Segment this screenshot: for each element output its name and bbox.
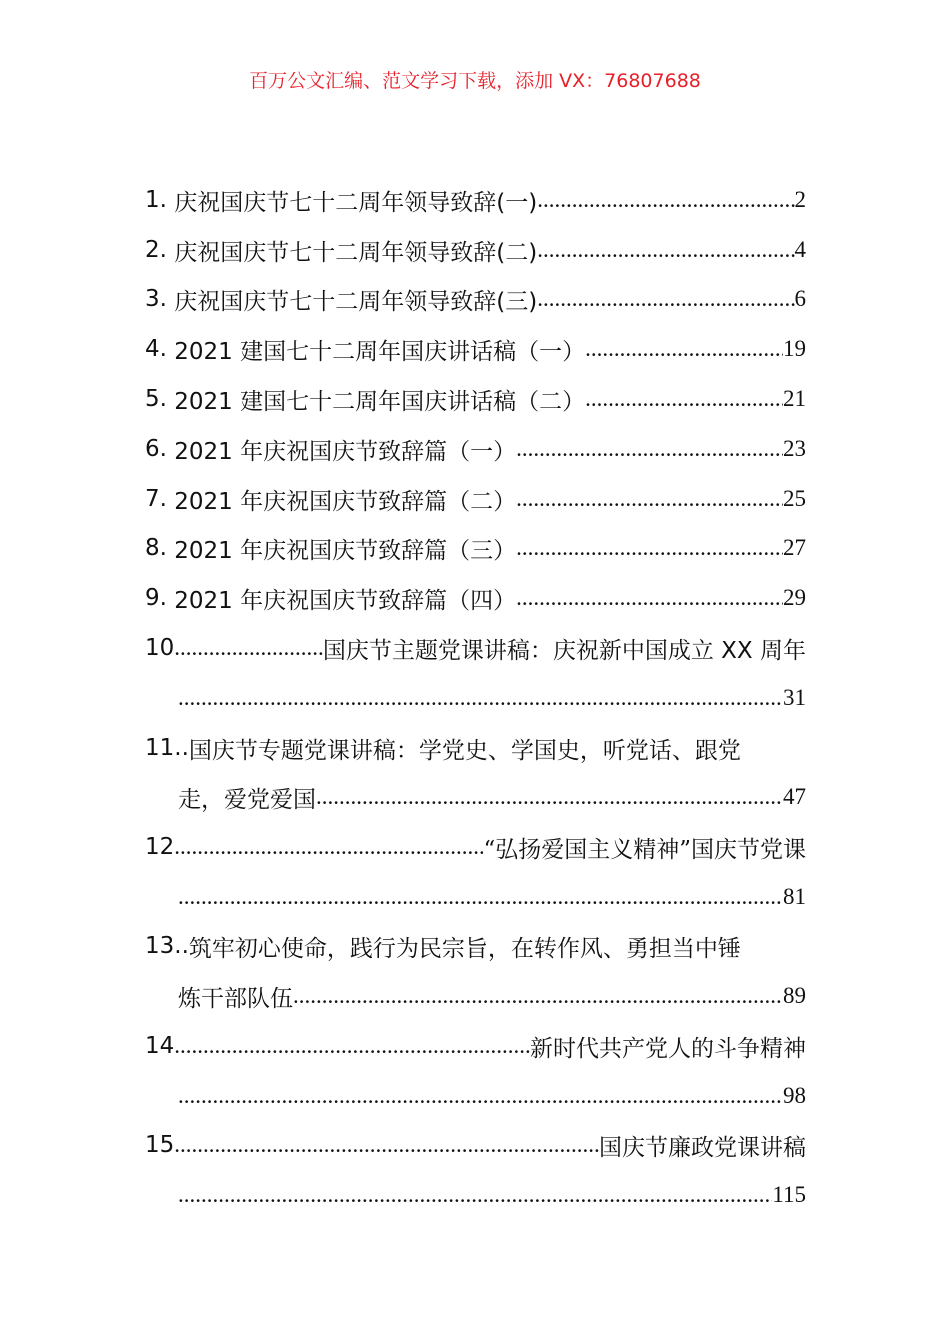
dot-leader	[293, 983, 783, 1009]
dot-leader	[516, 535, 783, 561]
toc-item[interactable]	[145, 424, 806, 474]
toc-item-continuation[interactable]	[178, 971, 806, 1021]
toc-page: 98	[783, 1083, 806, 1108]
toc-number: 10	[145, 635, 175, 661]
toc-title-continued: 炼干部队伍	[178, 985, 293, 1012]
toc-item[interactable]	[145, 175, 806, 225]
toc-number: 9.	[145, 585, 167, 611]
toc-title: 2021 建国七十二周年国庆讲话稿（二）	[174, 388, 586, 415]
dot-leader	[585, 386, 783, 412]
toc-title: 庆祝国庆节七十二周年领导致辞(三)	[174, 288, 538, 315]
toc-title: “弘扬爱国主义精神”国庆节党课	[483, 836, 806, 863]
toc-number: 1.	[145, 187, 167, 213]
toc-item[interactable]	[145, 324, 806, 374]
toc-page: 47	[783, 784, 806, 809]
dot-leader	[178, 1182, 772, 1208]
dot-leader	[178, 1083, 783, 1109]
toc-page: 89	[783, 983, 806, 1008]
toc-item[interactable]	[145, 523, 806, 573]
toc-title: 庆祝国庆节七十二周年领导致辞(一)	[174, 189, 538, 216]
toc-title-continued: 走，爱党爱国	[178, 786, 316, 813]
dot-leader	[174, 834, 483, 860]
toc-number: 11..	[145, 735, 189, 761]
toc-title: 国庆节专题党课讲稿：学党史、学国史，听党话、跟党	[188, 737, 741, 764]
toc-number: 2.	[145, 237, 167, 263]
toc-item[interactable]	[145, 921, 806, 971]
toc-item-continuation[interactable]	[178, 673, 806, 723]
dot-leader	[516, 436, 783, 462]
dot-leader	[174, 1033, 530, 1059]
toc-title: 2021 年庆祝国庆节致辞篇（一）	[174, 438, 517, 465]
toc-page: 21	[783, 386, 806, 411]
toc-page: 19	[783, 336, 806, 361]
toc-number: 4.	[145, 336, 167, 362]
toc-item-continuation[interactable]	[178, 1071, 806, 1121]
toc-item[interactable]	[145, 474, 806, 524]
toc-number: 14	[145, 1033, 175, 1059]
toc-number: 5.	[145, 386, 167, 412]
toc-item[interactable]	[145, 225, 806, 275]
dot-leader	[174, 635, 323, 661]
toc-item-continuation[interactable]	[178, 772, 806, 822]
toc-page: 31	[783, 685, 806, 710]
toc-title: 国庆节廉政党课讲稿	[599, 1134, 806, 1161]
toc-item-continuation[interactable]	[178, 1170, 806, 1220]
toc-page: 2	[794, 187, 806, 212]
toc-item[interactable]	[145, 573, 806, 623]
toc-title: 2021 建国七十二周年国庆讲话稿（一）	[174, 338, 586, 365]
toc-item[interactable]	[145, 374, 806, 424]
toc-page: 27	[783, 535, 806, 560]
dot-leader	[316, 784, 783, 810]
toc-number: 6.	[145, 436, 167, 462]
toc-number: 8.	[145, 535, 167, 561]
toc-number: 12	[145, 834, 175, 860]
dot-leader	[537, 237, 794, 263]
dot-leader	[537, 187, 794, 213]
dot-leader	[178, 685, 783, 711]
toc-page: 6	[794, 286, 806, 311]
toc-number: 7.	[145, 486, 167, 512]
toc-number: 13..	[145, 933, 189, 959]
toc-title: 2021 年庆祝国庆节致辞篇（四）	[174, 587, 517, 614]
toc-number: 15	[145, 1132, 175, 1158]
dot-leader	[516, 486, 783, 512]
toc-item[interactable]	[145, 1021, 806, 1071]
toc-page: 81	[783, 884, 806, 909]
toc-page: 115	[772, 1182, 806, 1207]
toc-page: 25	[783, 486, 806, 511]
toc-title: 2021 年庆祝国庆节致辞篇（三）	[174, 537, 517, 564]
page-header-watermark: 百万公文汇编、范文学习下载，添加 VX：76807688	[249, 70, 701, 92]
dot-leader	[516, 585, 783, 611]
toc-item[interactable]	[145, 723, 806, 773]
toc-item-continuation[interactable]	[178, 872, 806, 922]
toc-title: 国庆节主题党课讲稿：庆祝新中国成立 XX 周年	[322, 637, 806, 664]
toc-item[interactable]	[145, 623, 806, 673]
dot-leader	[178, 884, 783, 910]
dot-leader	[174, 1132, 599, 1158]
toc-title: 庆祝国庆节七十二周年领导致辞(二)	[174, 239, 538, 266]
toc-title: 2021 年庆祝国庆节致辞篇（二）	[174, 488, 517, 515]
toc-page: 4	[794, 237, 806, 262]
toc-page: 23	[783, 436, 806, 461]
toc-item[interactable]	[145, 1120, 806, 1170]
toc-title: 筑牢初心使命，践行为民宗旨，在转作风、勇担当中锤	[188, 935, 741, 962]
dot-leader	[585, 336, 783, 362]
toc-page: 29	[783, 585, 806, 610]
toc-title: 新时代共产党人的斗争精神	[530, 1035, 806, 1062]
toc-item[interactable]	[145, 822, 806, 872]
dot-leader	[537, 286, 794, 312]
toc-item[interactable]	[145, 274, 806, 324]
toc-number: 3.	[145, 286, 167, 312]
